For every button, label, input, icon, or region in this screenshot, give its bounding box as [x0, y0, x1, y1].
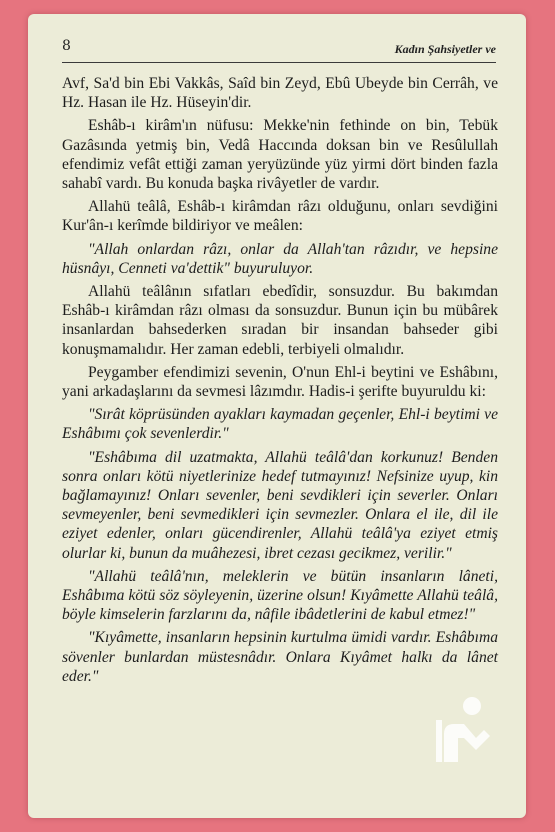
quote-paragraph: "Allah onlardan râzı, onlar da Allah'tan râzıdır, ve hepsine hüsnâyı, Cenneti va'dettik" buyuruluyor.: [62, 240, 498, 277]
paragraph: Allahü teâlânın sıfatları ebedîdir, sonsuzdur. Bu bakımdan Eshâb-ı kirâmdan râzı olması da sonsuzdur. Bunun için bu mübârek insanlardan bahsederken sıradan bir insandan bahseder gibi konuşmamalıdır. Her zaman edebli, terbiyeli olmalıdır.: [62, 283, 498, 358]
hadith-quote: "Kıyâmette, insanların hepsinin kurtulma ümidi vardır. Eshâbıma sövenler bunlardan müstesnâdır. Onlara Kıyâmet halkı da lânet eder.": [62, 629, 498, 685]
paragraph: Avf, Sa'd bin Ebi Vakkâs, Saîd bin Zeyd, Ebû Ubeyde bin Cerrâh, ve Hz. Hasan ile Hz. Hüseyin'dir.: [62, 75, 498, 112]
page-header: [62, 36, 496, 63]
paragraph: Allahü teâlâ, Eshâb-ı kirâmdan râzı olduğunu, onları sevdiğini Kur'ân-ı kerîmde bildiriyor ve meâlen:: [62, 198, 498, 235]
hadith-quote: "Sırât köprüsünden ayakları kaymadan geçenler, Ehl-i beytimi ve Eshâbımı çok sevenlerdir.": [62, 406, 498, 443]
running-title: Kadın Şahsiyetler ve: [394, 42, 496, 56]
body-text: [62, 74, 498, 690]
page-number: 8: [62, 38, 71, 54]
hadith-quote: "Allahü teâlâ'nın, meleklerin ve bütün insanların lâneti, Eshâbıma kötü söz söyleyenin, üzerine olsun! Kıyâmette Allahü teâlâ, böyle kimselerin farzlarını da, nâfile ibâdetlerini de kabul etmez!": [62, 567, 498, 624]
hadith-quote: "Eshâbıma dil uzatmakta, Allahü teâlâ'dan korkunuz! Benden sonra onları kötü niyetlerinize hedef tutmayınız! Nefsinize uyup, kin bağlamayınız! Onları sevenler, beni sevdikleri için severler. Onları sevmeyenler, beni sevmedikleri için sevmezler. Onlara el ile, dil ile eziyet edenler, onları gücendirenler, Allahü teâlâ'ya eziyet etmiş olurlar ki, bunun da muâhezesi, ibret cezası gecikmez, verilir.": [62, 448, 498, 562]
paragraph: Eshâb-ı kirâm'ın nüfusu: Mekke'nin fethinde on bin, Tebük Gazâsında yetmiş bin, Vedâ Haccında doksan bin ve Resûlullah efendimiz vefât ettiği zaman yeryüzünde yüz yirmi dört binden fazla sahabî vardı. Bu konuda başka rivâyetler de vardır.: [62, 117, 498, 193]
person-reading-icon: [424, 690, 504, 770]
book-page: [28, 14, 526, 818]
paragraph: Peygamber efendimizi sevenin, O'nun Ehl-i beytini ve Eshâbını, yani arkadaşlarını da sevmesi lâzımdır. Hadis-i şerifte buyuruldu ki:: [62, 363, 498, 401]
